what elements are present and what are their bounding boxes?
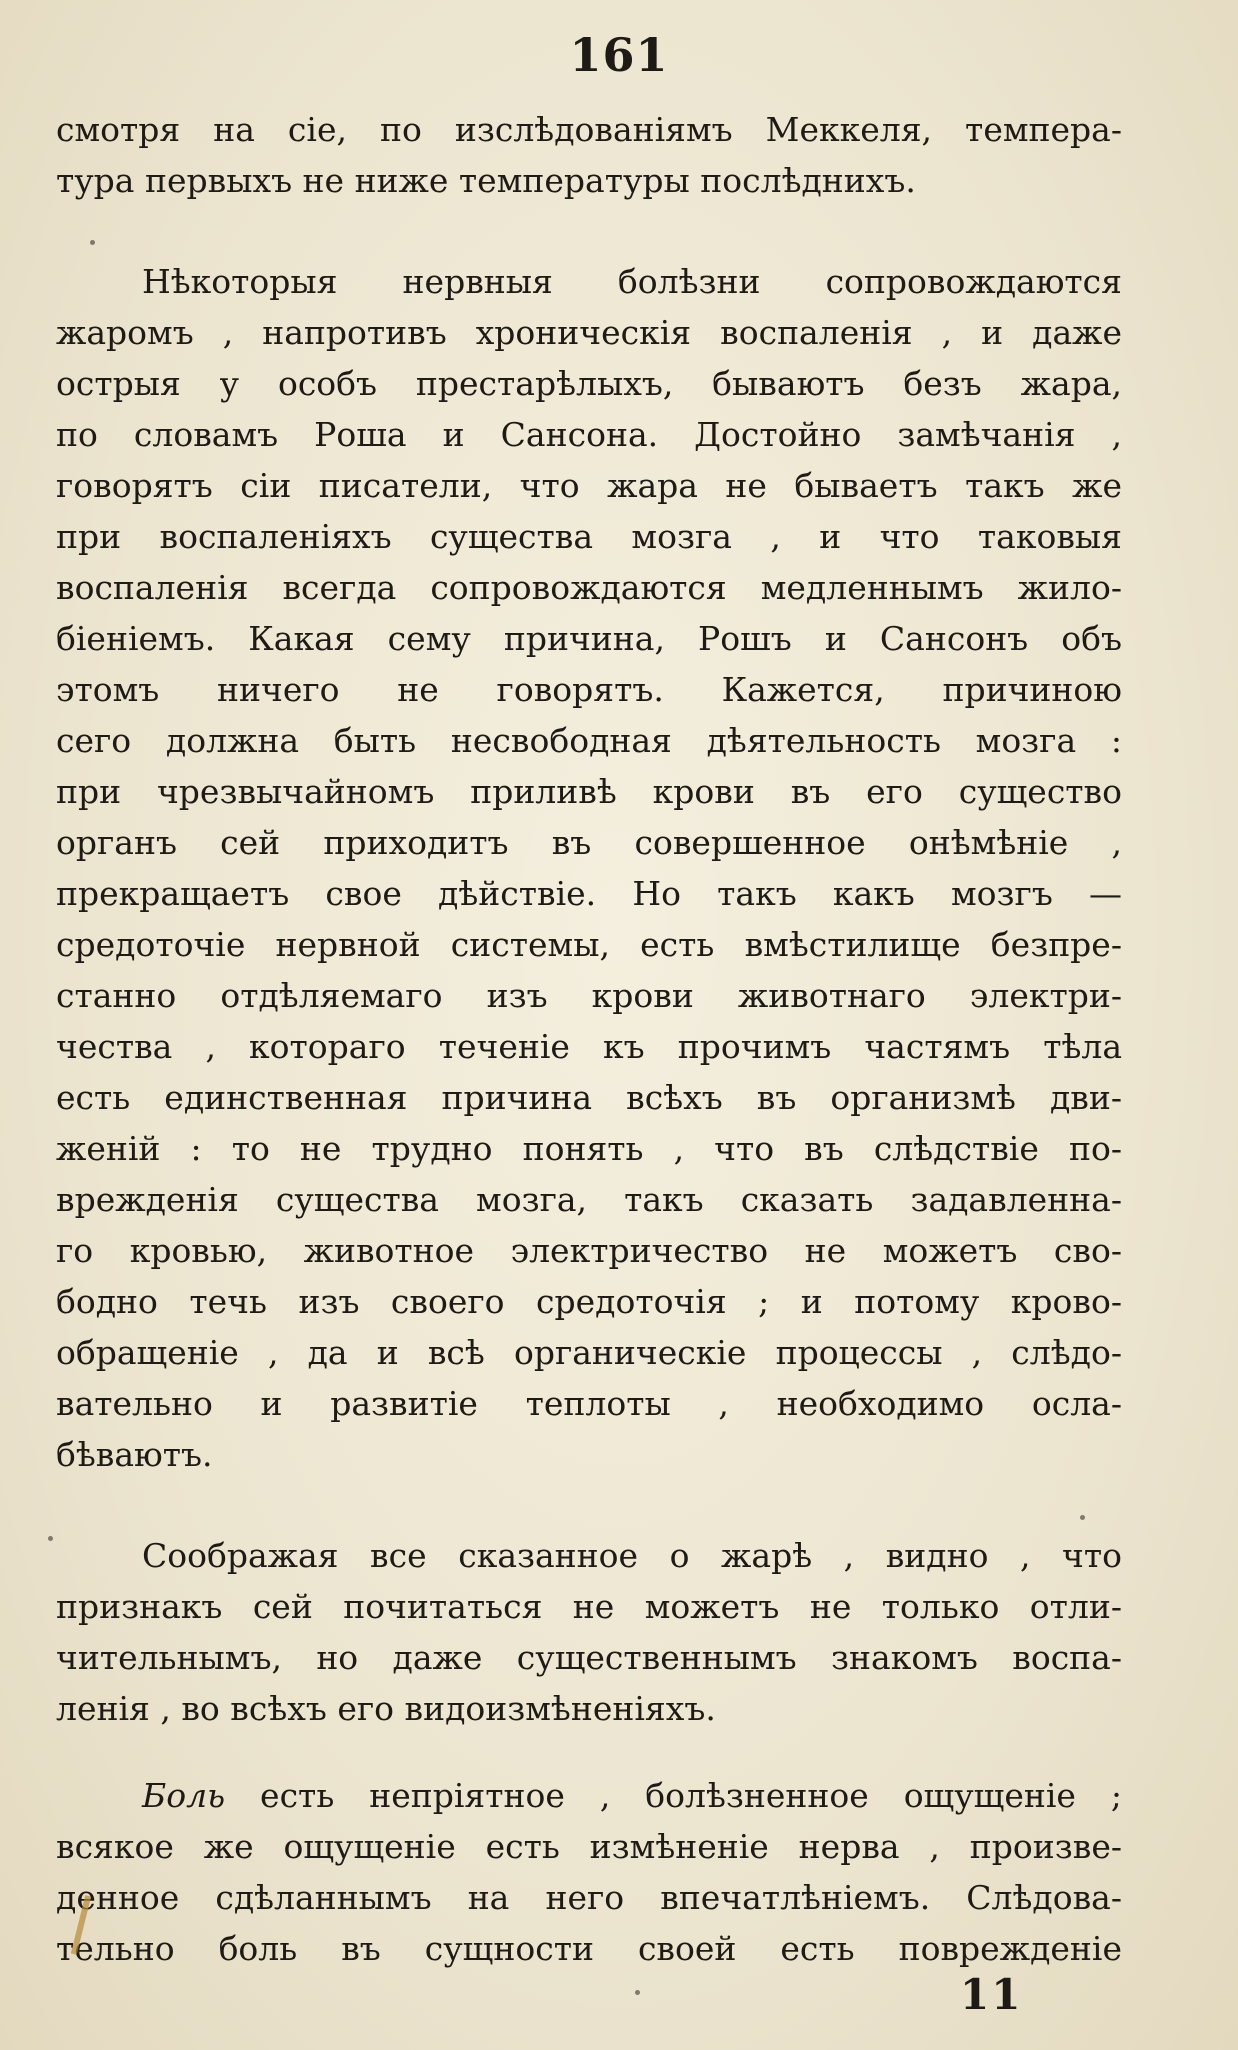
paragraph-continuation xyxy=(56,104,1122,206)
text-line: тельно боль въ сущности своей есть поврежденіе xyxy=(56,1929,1122,1968)
text-line: признакъ сей почитаться не можетъ не только отли- xyxy=(56,1587,1122,1626)
text-line: говорятъ сіи писатели, что жара не бываетъ такъ же xyxy=(56,466,1122,505)
text-line: органъ сей приходитъ въ совершенное онѣмѣніе , xyxy=(56,823,1122,862)
text-line xyxy=(56,1770,1122,1821)
text-line: по словамъ Роша и Сансона. Достойно замѣчанія , xyxy=(56,415,1122,454)
text-line: бѣваютъ. xyxy=(56,1435,213,1474)
emphasized-term: Боль xyxy=(142,1776,226,1815)
text-line: острыя у особъ престарѣлыхъ, бываютъ безъ жара, xyxy=(56,364,1122,403)
ink-speck xyxy=(48,1536,53,1541)
paragraph-fever-nerves xyxy=(56,256,1122,1480)
text-line: вательно и развитіе теплоты , необходимо осла- xyxy=(56,1384,1122,1423)
text-line: Соображая все сказанное о жарѣ , видно , что xyxy=(142,1536,1122,1575)
text-line: женій : то не трудно понять , что въ слѣдствіе по- xyxy=(56,1129,1122,1168)
text-line: при чрезвычайномъ приливѣ крови въ его существо xyxy=(56,772,1122,811)
ink-speck xyxy=(635,1990,640,1995)
text-line: всякое же ощущеніе есть измѣненіе нерва , произве- xyxy=(56,1827,1122,1866)
text-line: бодно течь изъ своего средоточія ; и потому крово- xyxy=(56,1282,1122,1321)
text-line: этомъ ничего не говорятъ. Кажется, причиною xyxy=(56,670,1122,709)
text-line: врежденія существа мозга, такъ сказать задавленна- xyxy=(56,1180,1122,1219)
text-line: средоточіе нервной системы, есть вмѣстилище безпре- xyxy=(56,925,1122,964)
text-line: денное сдѣланнымъ на него впечатлѣніемъ. Слѣдова- xyxy=(56,1878,1122,1917)
text-line: жаромъ , напротивъ хроническія воспаленія , и даже xyxy=(56,313,1122,352)
text-line: ленія , во всѣхъ его видоизмѣненіяхъ. xyxy=(56,1689,716,1728)
text-line: го кровью, животное электричество не можетъ сво- xyxy=(56,1231,1122,1270)
page-number: 161 xyxy=(569,28,669,82)
text-line: прекращаетъ свое дѣйствіе. Но такъ какъ мозгъ — xyxy=(56,874,1122,913)
paragraph-fever-conclusion xyxy=(56,1530,1122,1734)
text-line: есть единственная причина всѣхъ въ организмѣ дви- xyxy=(56,1078,1122,1117)
signature-mark: 11 xyxy=(960,1970,1023,2019)
text-line: станно отдѣляемаго изъ крови животнаго электри- xyxy=(56,976,1122,1015)
text-line: чительнымъ, но даже существеннымъ знакомъ воспа- xyxy=(56,1638,1122,1677)
ink-speck xyxy=(1080,1515,1085,1520)
text-line: при воспаленіяхъ существа мозга , и что таковыя xyxy=(56,517,1122,556)
text-line: смотря на сіе, по изслѣдованіямъ Меккеля, темпера- xyxy=(56,110,1122,149)
text-line: обращеніе , да и всѣ органическіе процессы , слѣдо- xyxy=(56,1333,1122,1372)
text-line: тура первыхъ не ниже температуры послѣднихъ. xyxy=(56,161,916,200)
text-line: чества , котораго теченіе къ прочимъ частямъ тѣла xyxy=(56,1027,1122,1066)
text-line: біеніемъ. Какая сему причина, Рошъ и Сансонъ объ xyxy=(56,619,1122,658)
text-line: Нѣкоторыя нервныя болѣзни сопровождаются xyxy=(142,262,1122,301)
text-run: есть непріятное , болѣзненное ощущеніе ; xyxy=(225,1776,1122,1815)
text-line: сего должна быть несвободная дѣятельность мозга : xyxy=(56,721,1122,760)
paragraph-pain xyxy=(56,1770,1122,1974)
text-line: воспаленія всегда сопровождаются медленнымъ жило- xyxy=(56,568,1122,607)
ink-speck xyxy=(90,240,95,245)
